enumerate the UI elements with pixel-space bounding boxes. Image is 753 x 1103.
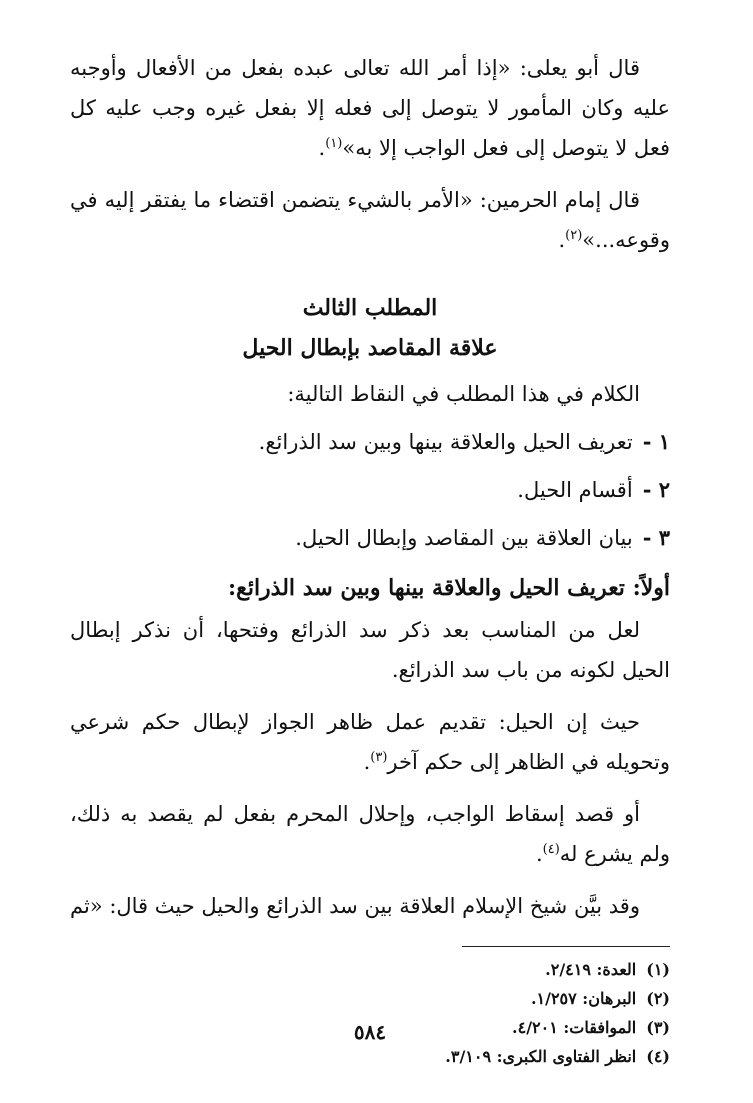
footnote-text: البرهان: ١/٢٥٧. <box>530 989 637 1008</box>
footnote-text: العدة: ٢/٤١٩. <box>545 960 637 979</box>
footnotes <box>70 955 670 1071</box>
page-number: ٥٨٤ <box>353 1020 387 1044</box>
paragraph-hiyal-definition <box>70 702 670 782</box>
footnote-item <box>70 984 670 1013</box>
subsection-title: أولاً: تعريف الحيل والعلاقة بينها وبين سد الذرائع: <box>227 575 670 601</box>
footnote-number: (٢) <box>646 989 670 1008</box>
list-item <box>70 514 670 562</box>
footnote-separator <box>462 946 670 947</box>
paragraph-text: لعل من المناسب بعد ذكر سد الذرائع وفتحها، أن نذكر إبطال الحيل لكونه من باب سد الذرائع. <box>70 618 670 682</box>
paragraph-end: . <box>318 136 326 160</box>
footnote-number: (٤) <box>646 1047 670 1066</box>
paragraph-hiyal-intent <box>70 794 670 874</box>
paragraph-intro-hiyal <box>70 610 670 690</box>
list-text: بيان العلاقة بين المقاصد وإبطال الحيل. <box>295 526 633 550</box>
footnote-number: (٣) <box>646 1018 670 1037</box>
paragraph-end: . <box>363 750 371 774</box>
list-number: ١ - <box>642 429 670 454</box>
footnote-marker: (٣) <box>370 750 388 765</box>
list-item <box>70 418 670 466</box>
list-item <box>70 466 670 514</box>
section-heading-title: علاقة المقاصد بإبطال الحيل <box>242 335 498 361</box>
footnote-marker: (٢) <box>565 228 583 243</box>
paragraph-shaykh-islam <box>70 886 670 926</box>
paragraph-text: حيث إن الحيل: تقديم عمل ظاهر الجواز لإبطال حكم شرعي وتحويله في الظاهر إلى حكم آخر <box>70 710 670 774</box>
paragraph-text: قال أبو يعلى: «إذا أمر الله تعالى عبده بفعل من الأفعال وأوجبه عليه وكان المأمور لا يتوصل إلى فعله إلا بفعل غيره وجب عليه كل فعل لا يتوصل إلى فعل الواجب إلا به» <box>70 56 670 160</box>
list-text: أقسام الحيل. <box>517 478 633 502</box>
footnote-item <box>70 1042 670 1071</box>
list-text: تعريف الحيل والعلاقة بينها وبين سد الذرائع. <box>258 430 633 454</box>
footnote-text: انظر الفتاوى الكبرى: ٣/١٠٩. <box>445 1047 637 1066</box>
paragraph-text: وقد بيَّن شيخ الإسلام العلاقة بين سد الذرائع والحيل حيث قال: «ثم <box>69 894 640 918</box>
paragraph-text: أو قصد إسقاط الواجب، وإحلال المحرم بفعل لم يقصد به ذلك، ولم يشرع له <box>70 802 670 866</box>
footnote-text: الموافقات: ٤/٢٠١. <box>512 1018 637 1037</box>
paragraph-end: . <box>535 842 543 866</box>
paragraph-text: قال إمام الحرمين: «الأمر بالشيء يتضمن اقتضاء ما يفتقر إليه في وقوعه...» <box>70 188 670 252</box>
footnote-item <box>70 955 670 984</box>
paragraph-imam-haramain <box>70 180 670 260</box>
list-number: ٣ - <box>642 525 670 550</box>
footnote-marker: (١) <box>325 136 343 151</box>
list-number: ٢ - <box>642 477 670 502</box>
book-page <box>70 48 670 1088</box>
footnote-number: (١) <box>646 960 670 979</box>
paragraph-abu-yala <box>70 48 670 168</box>
paragraph-end: . <box>558 228 566 252</box>
points-list <box>70 418 670 562</box>
section-heading-number: المطلب الثالث <box>302 295 438 321</box>
intro-text: الكلام في هذا المطلب في النقاط التالية: <box>287 382 640 406</box>
footnote-marker: (٤) <box>542 842 560 857</box>
